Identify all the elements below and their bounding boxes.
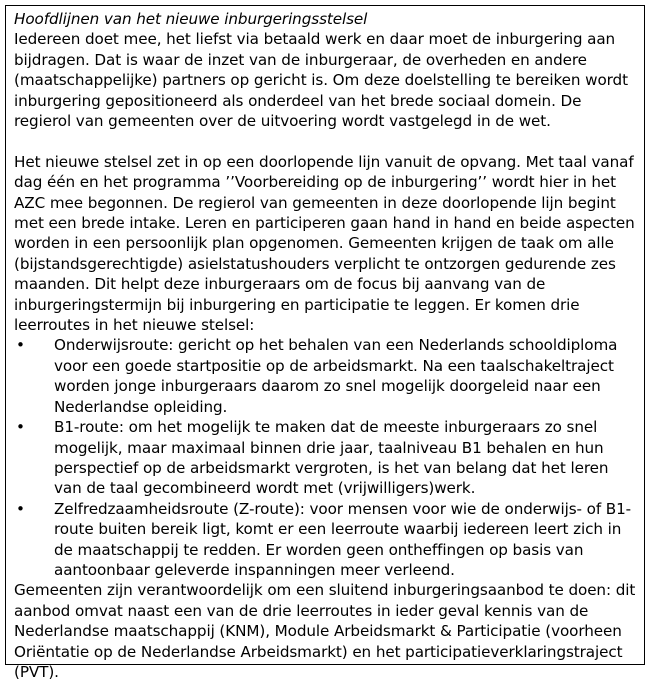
intro-paragraph: Iedereen doet mee, het liefst via betaald werk en daar moet de inburgering aan bijdragen. Dat is waar de inzet van de inburgeraar, de overheden en andere (maatschappelijke) partners op gericht is. Om deze doelstelling te bereiken wordt inburgering gepositioneerd als onderdeel van het brede sociaal domein. De regierol van gemeenten over de uitvoering wordt vastgelegd in de wet.	[14, 30, 628, 131]
list-item-text: B1-route: om het mogelijk te maken dat de meeste inburgeraars zo snel mogelijk, maar maximaal binnen drie jaar, taalniveau B1 behalen en hun perspectief op de arbeidsmarkt vergroten, is het van belang dat het leren van de taal gecombineerd wordt met (vrijwilligers)werk.	[54, 418, 609, 498]
list-item-b1-route	[14, 417, 638, 499]
bullet-icon: •	[16, 336, 25, 355]
list-item-text: Zelfredzaamheidsroute (Z-route): voor mensen voor wie de onderwijs- of B1-route buiten bereik ligt, komt er een leerroute waarbij iedereen leert zich in de maatschappij te redden. Er worden geen ontheffingen op basis van aantoonbaar geleverde inspanningen meer verleend.	[54, 499, 632, 579]
bullet-icon: •	[16, 418, 25, 437]
bullet-icon: •	[16, 499, 25, 518]
list-item-text: Onderwijsroute: gericht op het behalen van een Nederlands schooldiploma voor een goede startpositie op de arbeidsmarkt. Na een taalschakeltraject worden jonge inburgeraars daarom zo snel mogelijk doorgeleid naar een Nederlandse opleiding.	[54, 336, 618, 416]
list-item-z-route	[14, 499, 638, 581]
list-item-onderwijsroute	[14, 335, 638, 417]
learning-routes-list	[14, 335, 638, 580]
text-box	[5, 5, 645, 681]
document-title: Hoofdlijnen van het nieuwe inburgeringsstelsel	[14, 10, 368, 28]
closing-paragraph: Gemeenten zijn verantwoordelijk om een sluitend inburgeringsaanbod te doen: dit aanbod omvat naast een van de drie leerroutes in ieder geval kennis van de Nederlandse maatschappij (KNM), Module Arbeidsmarkt & Participatie (voorheen Oriëntatie op de Nederlandse Arbeidsmarkt) en het participatieverklaringstraject (PVT).	[14, 581, 636, 681]
paragraph-spacer	[14, 131, 638, 151]
system-paragraph: Het nieuwe stelsel zet in op een doorlopende lijn vanuit de opvang. Met taal vanaf dag één en het programma ’’Voorbereiding op de inburgering’’ wordt hier in het AZC mee begonnen. De regierol van gemeenten in deze doorlopende lijn begint met een brede intake. Leren en participeren gaan hand in hand en beide aspecten worden in een persoonlijk plan opgenomen. Gemeenten krijgen de taak om alle (bijstandsgerechtigde) asielstatushouders verplicht te ontzorgen gedurende zes maanden. Dit helpt deze inburgeraars om de focus bij aanvang van de inburgeringstermijn bij inburgering en participatie te leggen. Er komen drie leerroutes in het nieuwe stelsel:	[14, 152, 635, 335]
